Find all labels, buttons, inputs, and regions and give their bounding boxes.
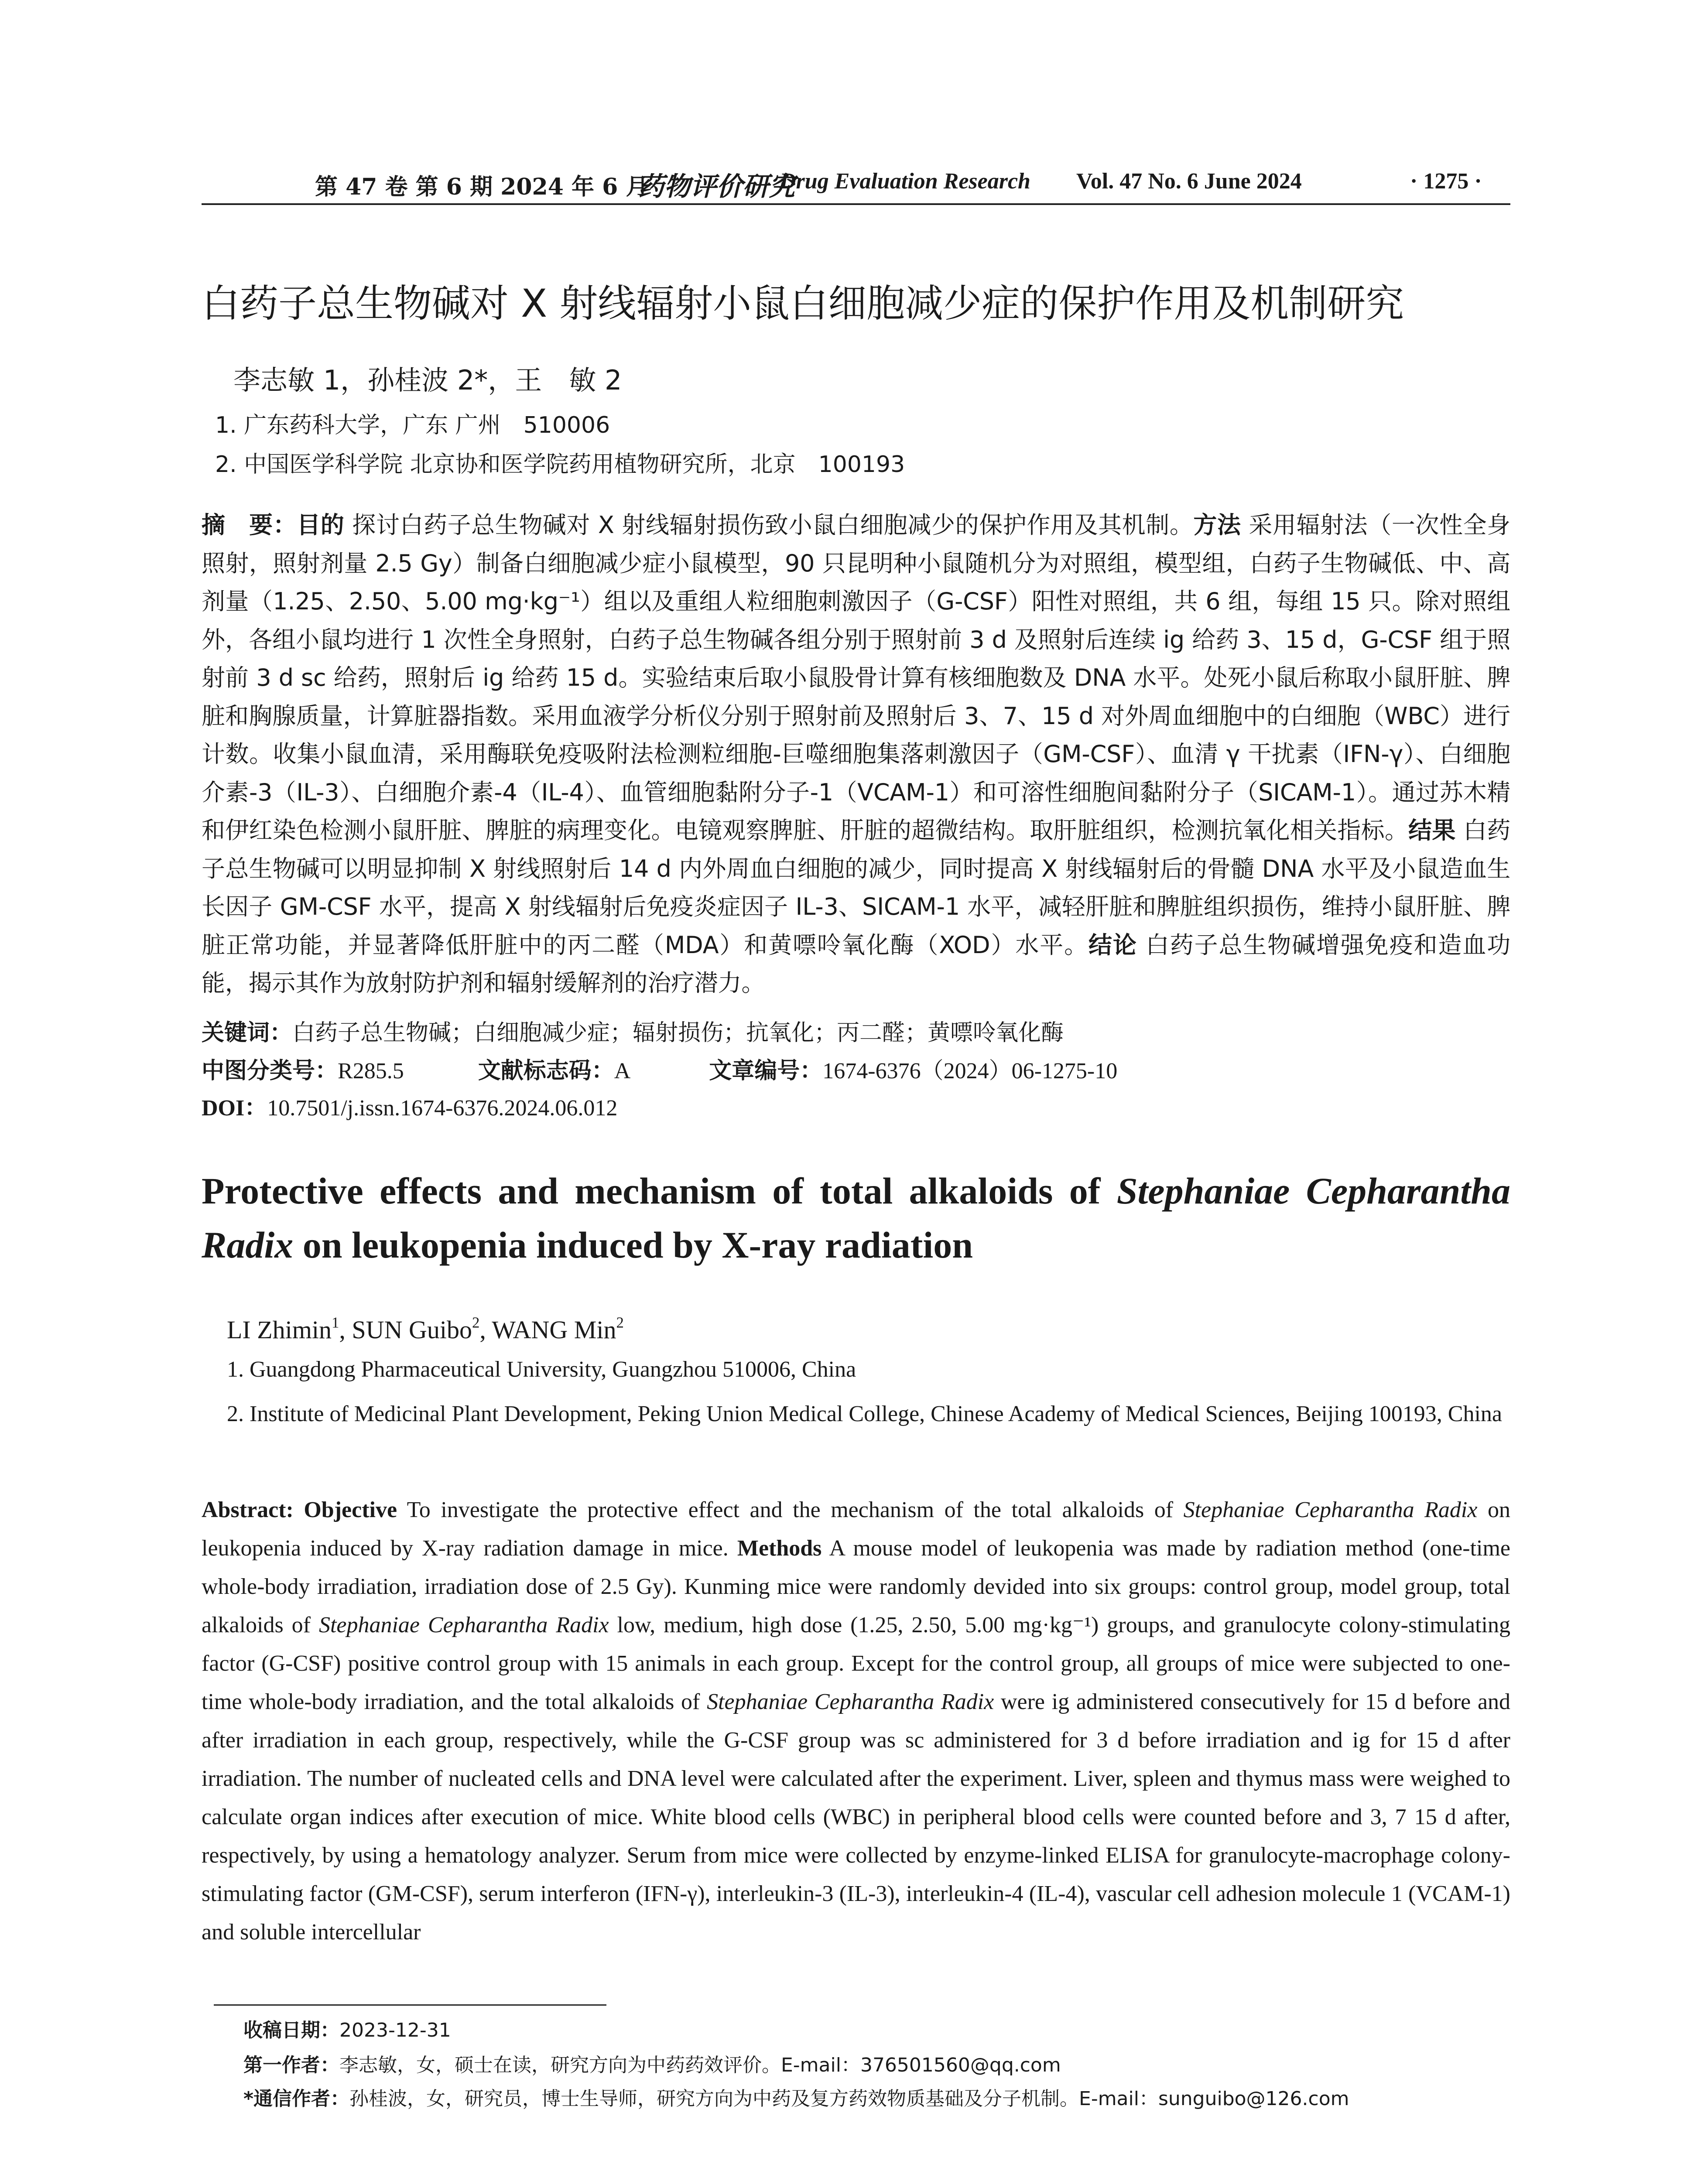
- conclusion-label-cn: 结论: [1088, 931, 1137, 959]
- received-date: 2023-12-31: [339, 2019, 451, 2041]
- keywords-cn: [202, 1014, 1064, 1047]
- methods-label-en: Methods: [737, 1536, 822, 1561]
- methods-en-3: were ig administered consecutively for 15 d before and after irradiation in each group, respectively, while the G-CSF group was sc administered for 3 d before irradiation and ig for 15 d after irradiation. The number of nucleated cells and DNA level were calculated after the experiment. Liver, spleen and thymus mass were weighed to calculate organ indices after execution of mice. White blood cells (WBC) in peripheral blood cells were counted before and 3, 7 15 d after, respectively, by using a hematology analyzer. Serum from mice were collected by enzyme-linked ELISA for granulocyte-macrophage colony-stimulating factor (GM-CSF), serum interferon (IFN-γ), interleukin-3 (IL-3), interleukin-4 (IL-4), vascular cell adhesion molecule 1 (VCAM-1) and soluble intercellular: [202, 1689, 1511, 1945]
- received-label: 收稿日期：: [243, 2019, 339, 2041]
- first-author-info: 李志敏，女，硕士在读，研究方向为中药药效评价。E-mail：376501560@qq.com: [339, 2054, 1061, 2076]
- author-en-3: , WANG Min: [479, 1316, 616, 1344]
- conclusion-cn: 白药子总生物碱增强免疫和造血功能，揭示其作为放射防护剂和辐射缓解剂的治疗潜力。: [202, 931, 1511, 997]
- species-name: Stephaniae Cepharantha Radix: [1183, 1497, 1478, 1522]
- header-rule: [202, 203, 1510, 205]
- corresponding-label: *通信作者：: [243, 2088, 350, 2110]
- article-no-value: 1674-6376（2024）06-1275-10: [822, 1059, 1118, 1084]
- author-en-3-sup: 2: [616, 1314, 624, 1331]
- page-number: · 1275 ·: [1410, 169, 1482, 194]
- species-name: Stephaniae Cepharantha Radix: [707, 1689, 994, 1714]
- header-issue-info: 第 47 卷 第 6 期 2024 年 6 月: [315, 174, 649, 200]
- classification-line: [202, 1052, 1117, 1085]
- authors-cn: 李志敏 1，孙桂波 2*，王 敏 2: [233, 364, 622, 396]
- doi-line: [202, 1089, 617, 1122]
- journal-name-cn: 药物评价研究: [638, 171, 795, 202]
- author-en-1-sup: 1: [332, 1314, 339, 1331]
- authors-en: [227, 1315, 624, 1344]
- title-en-species: Stephaniae Cepharantha Radix: [202, 1170, 1511, 1266]
- affiliation-en-1: 1. Guangdong Pharmaceutical University, Guangzhou 510006, China: [227, 1357, 856, 1382]
- results-cn: 白药子总生物碱可以明显抑制 X 射线照射后 14 d 内外周血白细胞的减少，同时提高 X 射线辐射后的骨髓 DNA 水平及小鼠造血生长因子 GM-CSF 水平，提高 X 射线辐射后免疫炎症因子 IL-3、SICAM-1 水平，减轻肝脏和脾脏组织损伤，维持小鼠肝脏、脾脏正常功能，并显著降低肝脏中的丙二醛（MDA）和黄嘌呤氧化酶（XOD）水平。: [202, 817, 1511, 959]
- footnote-received: [243, 2014, 451, 2042]
- running-header: [202, 168, 1510, 209]
- doc-code-label: 文献标志码：: [478, 1058, 614, 1084]
- title-cn: 白药子总生物碱对 X 射线辐射小鼠白细胞减少症的保护作用及机制研究: [202, 281, 1404, 326]
- abstract-en-label: Abstract:: [202, 1497, 304, 1522]
- doi-value: 10.7501/j.issn.1674-6376.2024.06.012: [267, 1096, 618, 1121]
- doc-code-value: A: [614, 1059, 631, 1084]
- clc-label: 中图分类号：: [202, 1058, 338, 1084]
- objective-label-en: Objective: [304, 1497, 397, 1522]
- author-en-2-sup: 2: [472, 1314, 480, 1331]
- doi-label: DOI：: [202, 1096, 267, 1121]
- footnote-corresponding: [243, 2083, 1349, 2111]
- header-volume: Vol. 47 No. 6 June 2024: [1076, 169, 1302, 194]
- objective-en-2: on leukopenia induced by X-ray radiation damage in mice.: [202, 1497, 1511, 1561]
- title-en: [202, 1164, 1510, 1272]
- footnote-rule: [214, 2004, 606, 2006]
- first-author-label: 第一作者：: [243, 2054, 339, 2076]
- keywords-text: 白药子总生物碱；白细胞减少症；辐射损伤；抗氧化；丙二醛；黄嘌呤氧化酶: [292, 1020, 1064, 1046]
- abstract-cn-label: 摘 要：: [202, 511, 297, 539]
- species-name: Stephaniae Cepharantha Radix: [318, 1613, 609, 1637]
- keywords-label: 关键词：: [202, 1020, 293, 1046]
- methods-en-1: A mouse model of leukopenia was made by radiation method (one-time whole-body irradiation, irradiation dose of 2.5 Gy). Kunming mice were randomly devided into six groups: control group, model group, total alkaloids of: [202, 1536, 1510, 1637]
- article-no-label: 文章编号：: [709, 1058, 823, 1084]
- methods-en-2: low, medium, high dose (1.25, 2.50, 5.00 mg·kg⁻¹) groups, and granulocyte colony-stimulating factor (G-CSF) positive control group with 15 animals in each group. Except for the control group, all groups of mice were subjected to one-time whole-body irradiation, and the total alkaloids of: [202, 1613, 1511, 1714]
- title-en-part2: on leukopenia induced by X-ray radiation: [293, 1224, 973, 1266]
- clc-value: R285.5: [338, 1059, 404, 1084]
- journal-name-en: Drug Evaluation Research: [780, 169, 1030, 194]
- objective-label-cn: 目的: [297, 511, 345, 539]
- author-en-2: , SUN Guibo: [339, 1316, 472, 1344]
- abstract-cn: [202, 506, 1510, 1002]
- corresponding-info: 孙桂波，女，研究员，博士生导师，研究方向为中药及复方药效物质基础及分子机制。E-mail：sunguibo@126.com: [349, 2088, 1349, 2110]
- affiliation-cn-1: 1. 广东药科大学，广东 广州 510006: [215, 412, 610, 438]
- methods-cn: 采用辐射法（一次性全身照射，照射剂量 2.5 Gy）制备白细胞减少症小鼠模型，90 只昆明种小鼠随机分为对照组，模型组，白药子生物碱低、中、高剂量（1.25、2.50、5.00 mg·kg⁻¹）组以及重组人粒细胞刺激因子（G-CSF）阳性对照组，共 6 组，每组 15 只。除对照组外，各组小鼠均进行 1 次性全身照射，白药子总生物碱各组分别于照射前 3 d 及照射后连续 ig 给药 3、15 d，G-CSF 组于照射前 3 d sc 给药，照射后 ig 给药 15 d。实验结束后取小鼠股骨计算有核细胞数及 DNA 水平。处死小鼠后称取小鼠肝脏、脾脏和胸腺质量，计算脏器指数。采用血液学分析仪分别于照射前及照射后 3、7、15 d 对外周血细胞中的白细胞（WBC）进行计数。收集小鼠血清，采用酶联免疫吸附法检测粒细胞-巨噬细胞集落刺激因子（GM-CSF）、血清 γ 干扰素（IFN-γ）、白细胞介素-3（IL-3）、白细胞介素-4（IL-4）、血管细胞黏附分子-1（VCAM-1）和可溶性细胞间黏附分子（SICAM-1）。通过苏木精和伊红染色检测小鼠肝脏、脾脏的病理变化。电镜观察脾脏、肝脏的超微结构。取肝脏组织，检测抗氧化相关指标。: [202, 511, 1510, 844]
- title-en-part1: Protective effects and mechanism of total alkaloids of: [202, 1170, 1117, 1212]
- objective-en-1: To investigate the protective effect and the mechanism of the total alkaloids of: [397, 1497, 1184, 1522]
- methods-label-cn: 方法: [1193, 511, 1241, 539]
- results-label-cn: 结果: [1408, 817, 1456, 844]
- footnote-first-author: [243, 2049, 1061, 2077]
- abstract-en: [202, 1491, 1510, 1952]
- author-en-1: LI Zhimin: [227, 1316, 332, 1344]
- objective-cn: 探讨白药子总生物碱对 X 射线辐射损伤致小鼠白细胞减少的保护作用及其机制。: [352, 511, 1194, 539]
- affiliation-en-2: 2. Institute of Medicinal Plant Development, Peking Union Medical College, Chinese Academy of Medical Sciences, Beijing 100193, China: [227, 1402, 1502, 1426]
- affiliation-cn-2: 2. 中国医学科学院 北京协和医学院药用植物研究所，北京 100193: [215, 451, 905, 478]
